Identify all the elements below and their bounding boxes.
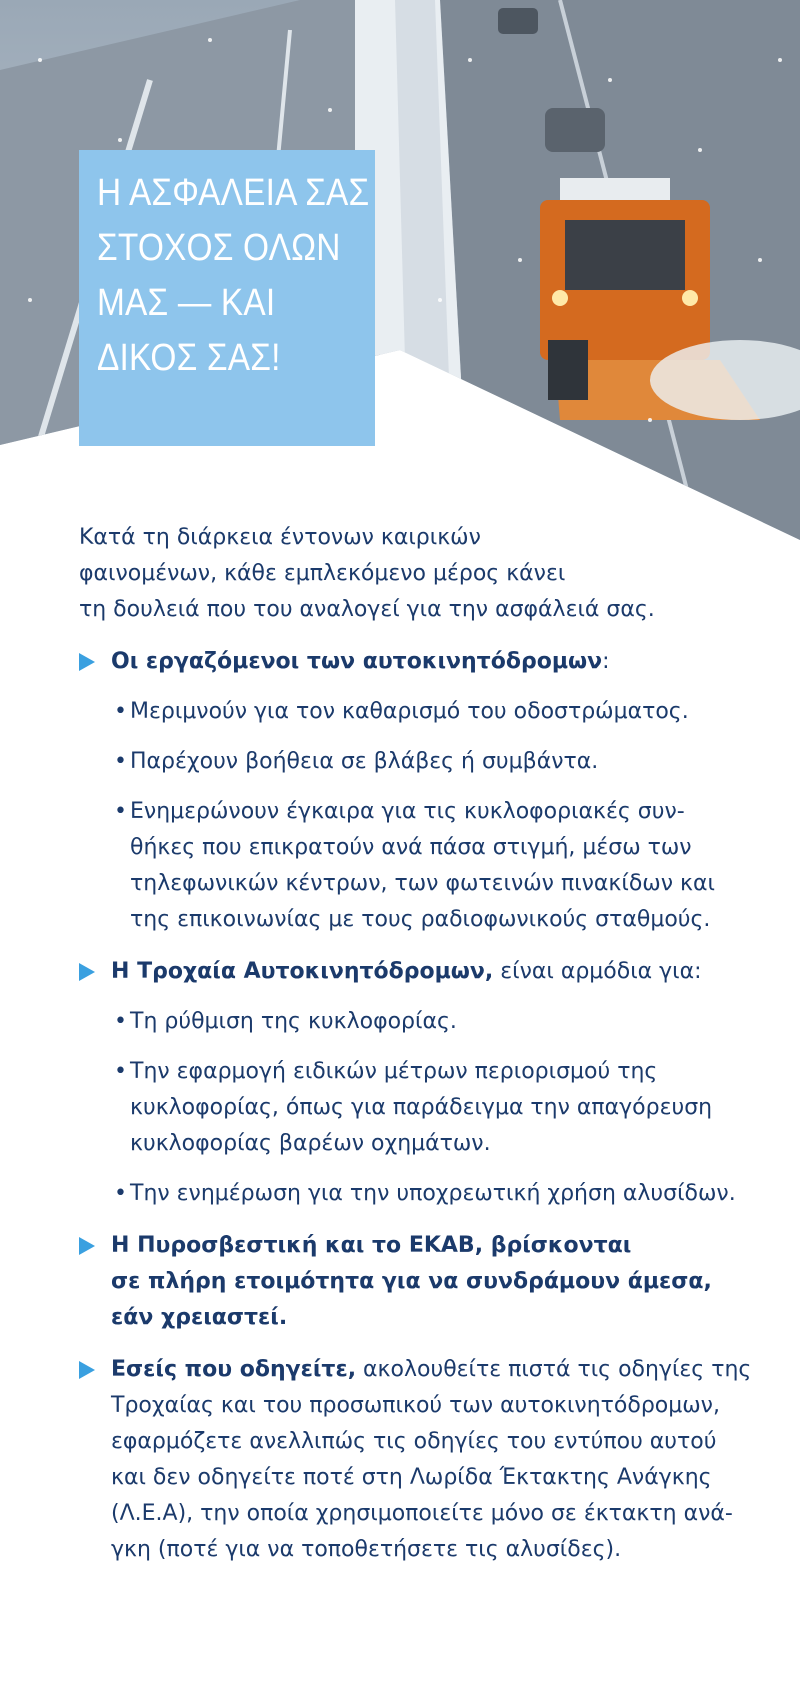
section-line: και δεν οδηγείτε ποτέ στη Λωρίδα Έκτακτης Ανάγκης bbox=[111, 1465, 712, 1490]
list-item-line: Τη ρύθμιση της κυκλοφορίας. bbox=[130, 1009, 457, 1034]
section-heading-rest: : bbox=[602, 649, 610, 674]
section-heading-rest: είναι αρμόδια για: bbox=[493, 959, 702, 984]
section-heading: Οι εργαζόμενοι των αυτοκινητόδρομων bbox=[111, 649, 603, 674]
list-item: • Την ενημέρωση για την υποχρεωτική χρήση αλυσίδων. bbox=[114, 1176, 759, 1212]
section-line: Η Πυροσβεστική και το ΕΚΑΒ, βρίσκονται bbox=[111, 1233, 632, 1258]
list-item-line: τηλεφωνικών κέντρων, των φωτεινών πινακίδων και bbox=[130, 871, 715, 896]
triangle-arrow-icon bbox=[79, 1237, 95, 1255]
intro-line: τη δουλειά που του αναλογεί για την ασφάλειά σας. bbox=[79, 597, 655, 622]
section-line: σε πλήρη ετοιμότητα για να συνδράμουν άμεσα, bbox=[111, 1269, 712, 1294]
section-highway-workers bbox=[79, 644, 759, 938]
section-heading-rest: ακολουθείτε πιστά τις οδηγίες της bbox=[356, 1357, 752, 1382]
list-item: • Την εφαρμογή ειδικών μέτρων περιορισμού της κυκλοφορίας, όπως για παράδειγμα την απαγόρευση κυκλοφορίας βαρέων οχημάτων. bbox=[114, 1054, 759, 1162]
list-item-line: Μεριμνούν για τον καθαρισμό του οδοστρώματος. bbox=[130, 699, 689, 724]
section-heading: Η Τροχαία Αυτοκινητόδρομων, bbox=[111, 959, 494, 984]
hero-title-box bbox=[79, 150, 375, 446]
section-line: εφαρμόζετε ανελλιπώς τις οδηγίες του εντύπου αυτού bbox=[111, 1429, 717, 1454]
list-item-line: Την ενημέρωση για την υποχρεωτική χρήση αλυσίδων. bbox=[130, 1181, 736, 1206]
section-drivers bbox=[79, 1352, 759, 1568]
main-content bbox=[79, 520, 759, 1584]
list-item: • Τη ρύθμιση της κυκλοφορίας. bbox=[114, 1004, 759, 1040]
bullet-list bbox=[114, 694, 759, 938]
triangle-arrow-icon bbox=[79, 963, 95, 981]
list-item: • Παρέχουν βοήθεια σε βλάβες ή συμβάντα. bbox=[114, 744, 759, 780]
section-line: Τροχαίας και του προσωπικού των αυτοκινητόδρομων, bbox=[111, 1393, 720, 1418]
triangle-arrow-icon bbox=[79, 653, 95, 671]
section-line: γκη (ποτέ για να τοποθετήσετε τις αλυσίδες). bbox=[111, 1537, 622, 1562]
hero-title-line: Η ΑΣΦΑΛΕΙΑ ΣΑΣ bbox=[97, 172, 370, 214]
triangle-arrow-icon bbox=[79, 1361, 95, 1379]
list-item-line: Την εφαρμογή ειδικών μέτρων περιορισμού της bbox=[130, 1059, 658, 1084]
list-item-line: κυκλοφορίας, όπως για παράδειγμα την απαγόρευση bbox=[130, 1095, 713, 1120]
intro-paragraph bbox=[79, 520, 759, 628]
list-item: • Μεριμνούν για τον καθαρισμό του οδοστρώματος. bbox=[114, 694, 759, 730]
list-item: • Ενημερώνουν έγκαιρα για τις κυκλοφοριακές συν- θήκες που επικρατούν ανά πάσα στιγμή, μέσω των τηλεφωνικών κέντρων, των φωτεινών πινακίδων και της επικοινωνίας με τους ραδιοφωνικούς σταθμούς. bbox=[114, 794, 759, 938]
list-item-line: κυκλοφορίας βαρέων οχημάτων. bbox=[130, 1131, 491, 1156]
list-item-line: Ενημερώνουν έγκαιρα για τις κυκλοφοριακές συν- bbox=[130, 799, 685, 824]
list-item-line: Παρέχουν βοήθεια σε βλάβες ή συμβάντα. bbox=[130, 749, 599, 774]
section-fire-ekav bbox=[79, 1228, 759, 1336]
section-line: (Λ.Ε.Α), την οποία χρησιμοποιείτε μόνο σε έκτακτη ανά- bbox=[111, 1501, 733, 1526]
hero-title-line: ΜΑΣ — ΚΑΙ bbox=[97, 282, 276, 324]
bullet-list bbox=[114, 1004, 759, 1212]
list-item-line: θήκες που επικρατούν ανά πάσα στιγμή, μέσω των bbox=[130, 835, 692, 860]
list-item-line: της επικοινωνίας με τους ραδιοφωνικούς σταθμούς. bbox=[130, 907, 711, 932]
hero-title-line: ΔΙΚΟΣ ΣΑΣ! bbox=[97, 337, 281, 379]
section-traffic-police bbox=[79, 954, 759, 1212]
intro-line: Κατά τη διάρκεια έντονων καιρικών bbox=[79, 525, 481, 550]
section-line: εάν χρειαστεί. bbox=[111, 1305, 288, 1330]
hero-title-line: ΣΤΟΧΟΣ ΟΛΩΝ bbox=[97, 227, 341, 269]
section-heading: Εσείς που οδηγείτε, bbox=[111, 1357, 357, 1382]
intro-line: φαινομένων, κάθε εμπλεκόμενο μέρος κάνει bbox=[79, 561, 566, 586]
hero-image bbox=[0, 0, 800, 540]
